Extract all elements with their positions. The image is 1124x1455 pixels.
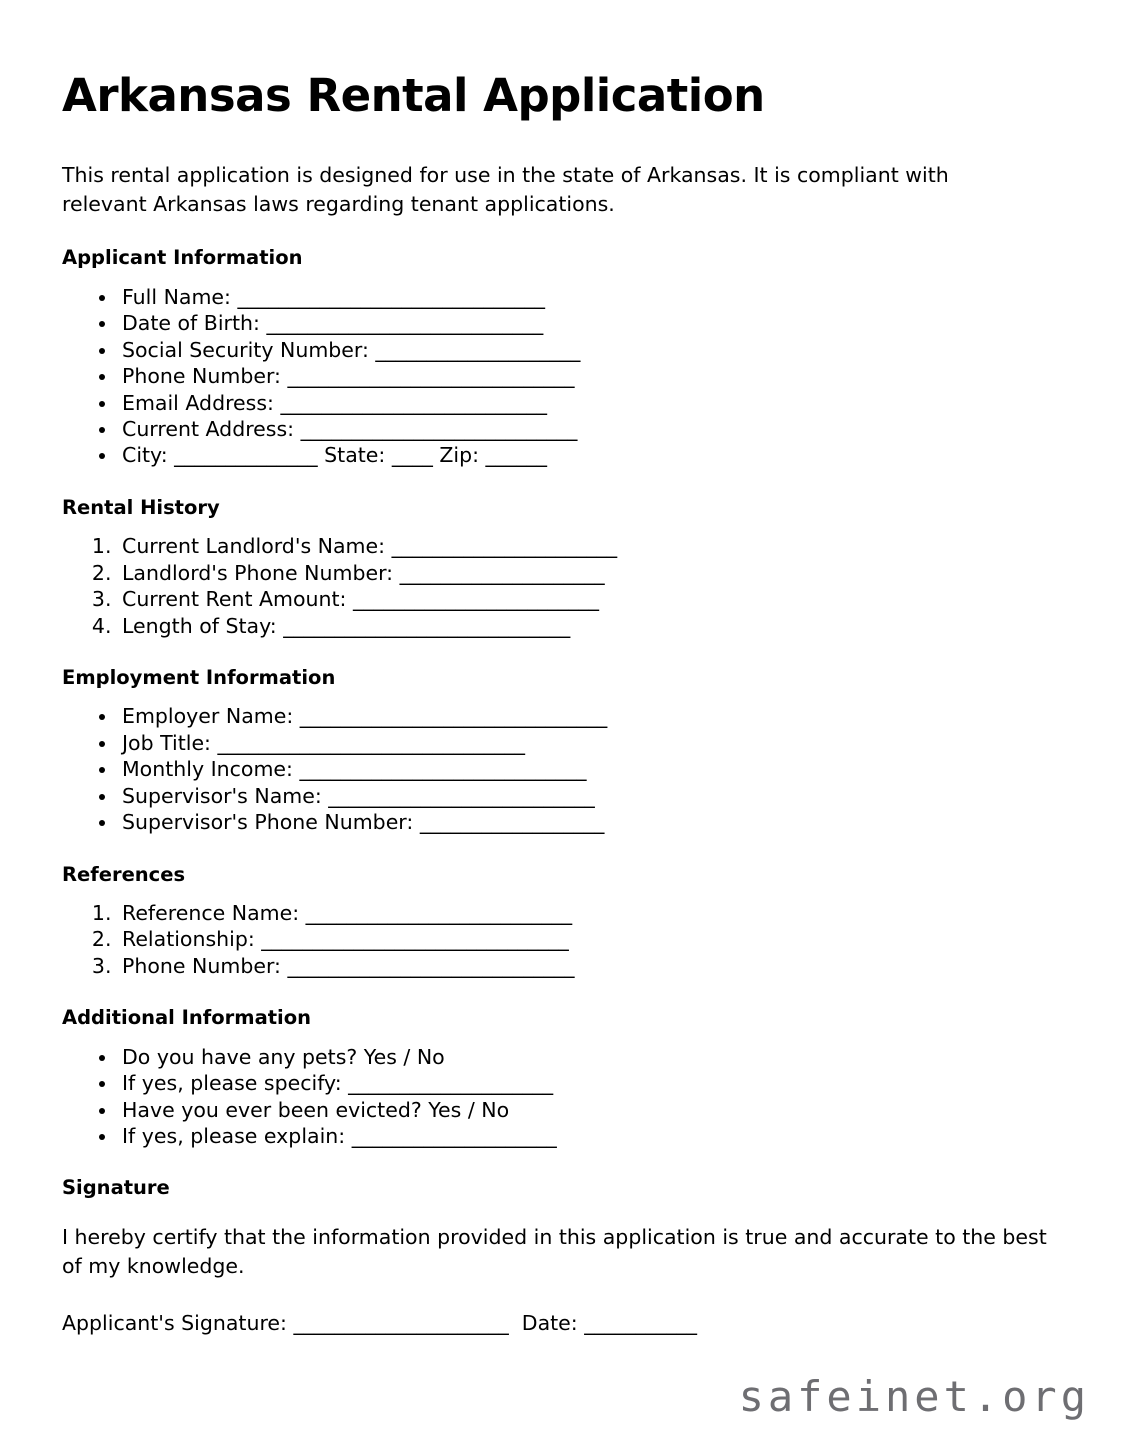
field-blank[interactable]: ______________________________ (210, 730, 525, 755)
signature-date-row (62, 1310, 1064, 1338)
field-blank[interactable]: ____________________________ (280, 953, 575, 978)
section-heading-rental-history: Rental History (62, 495, 220, 519)
field-blank[interactable]: ____________________ (341, 1071, 554, 1096)
list-item (118, 1123, 1064, 1149)
field-label: If yes, please explain: (122, 1124, 346, 1149)
certification-statement: I hereby certify that the information provided in this application is true and accurate to the best of my knowledge. (62, 1224, 1047, 1278)
list-item (118, 560, 1064, 586)
list-item (118, 363, 1064, 389)
signature-date-spacer (509, 1311, 522, 1335)
field-blank[interactable]: ________________________ (346, 587, 599, 612)
field-label: Monthly Income: (122, 757, 293, 782)
field-blank[interactable]: ____________________________ (280, 364, 575, 389)
field-label: Current Rent Amount: (122, 587, 347, 612)
field-blank[interactable]: ____________________ (368, 337, 581, 362)
list-item (118, 900, 1064, 926)
list-item (118, 1044, 1064, 1070)
field-blank[interactable]: ______________ State: ____ Zip: ______ (167, 443, 548, 468)
list-item (118, 1097, 1064, 1123)
applicant-signature-label: Applicant's Signature: (62, 1311, 287, 1336)
watermark: safeinet.org (738, 1372, 1090, 1421)
field-label: City: (122, 443, 168, 468)
field-blank[interactable]: ______________________ (385, 534, 618, 559)
field-blank[interactable]: ___________________________ (259, 311, 544, 336)
page-title: Arkansas Rental Application (62, 69, 765, 122)
applicant-signature-blank[interactable]: _____________________ (286, 1311, 509, 1336)
list-item (118, 416, 1064, 442)
list-item (118, 809, 1064, 835)
intro-paragraph: This rental application is designed for use in the state of Arkansas. It is compliant with relevant Arkansas laws regarding tenant applications. (62, 163, 949, 217)
field-label: Email Address: (122, 390, 274, 415)
date-label: Date: (521, 1311, 578, 1336)
field-blank[interactable]: __________________ (413, 810, 605, 835)
list-item (118, 756, 1064, 782)
field-blank[interactable]: ____________________ (345, 1124, 557, 1149)
field-label: Current Landlord's Name: (122, 534, 386, 559)
section-heading-references: References (62, 862, 186, 886)
field-blank[interactable]: ______________________________ (254, 927, 569, 952)
field-label: Relationship: (122, 927, 255, 952)
field-label: Supervisor's Phone Number: (122, 810, 414, 835)
field-label: Reference Name: (122, 901, 300, 926)
field-label: Job Title: (122, 730, 211, 755)
field-label: Phone Number: (122, 953, 281, 978)
list-item (118, 586, 1064, 612)
list-item (118, 926, 1064, 952)
list-item (118, 442, 1064, 468)
field-label: If yes, please specify: (122, 1071, 342, 1096)
date-blank[interactable]: ___________ (577, 1311, 697, 1336)
list-item (118, 284, 1064, 310)
field-blank[interactable]: ______________________________ (293, 704, 608, 729)
list-item (118, 730, 1064, 756)
additional-information-list (62, 1044, 1064, 1150)
field-label: Do you have any pets? Yes / No (122, 1044, 445, 1069)
list-item (118, 953, 1064, 979)
section-heading-employment-information: Employment Information (62, 666, 336, 690)
field-blank[interactable]: ____________________________ (276, 613, 571, 638)
field-blank[interactable]: ______________________________ (230, 284, 545, 309)
field-blank[interactable]: ____________________ (393, 560, 605, 585)
field-label: Length of Stay: (122, 613, 277, 638)
field-label: Supervisor's Name: (122, 783, 322, 808)
field-label: Full Name: (122, 284, 231, 309)
field-blank[interactable]: ____________________________ (292, 757, 587, 782)
list-item (118, 613, 1064, 639)
field-label: Have you ever been evicted? Yes / No (122, 1097, 510, 1122)
field-label: Current Address: (122, 417, 295, 442)
field-label: Phone Number: (122, 364, 281, 389)
references-list (62, 900, 1064, 979)
field-blank[interactable]: __________________________ (299, 901, 573, 926)
list-item (118, 310, 1064, 336)
list-item (118, 703, 1064, 729)
section-heading-signature: Signature (62, 1176, 170, 1200)
section-heading-applicant-information: Applicant Information (62, 246, 303, 270)
rental-history-list (62, 533, 1064, 639)
field-blank[interactable]: __________________________ (273, 390, 547, 415)
field-blank[interactable]: ___________________________ (294, 417, 578, 442)
list-item (118, 533, 1064, 559)
list-item (118, 1070, 1064, 1096)
field-label: Employer Name: (122, 704, 294, 729)
applicant-information-list (62, 284, 1064, 469)
field-label: Landlord's Phone Number: (122, 560, 394, 585)
field-label: Social Security Number: (122, 337, 369, 362)
list-item (118, 390, 1064, 416)
field-label: Date of Birth: (122, 311, 260, 336)
employment-information-list (62, 703, 1064, 835)
list-item (118, 337, 1064, 363)
section-heading-additional-information: Additional Information (62, 1006, 312, 1030)
field-blank[interactable]: __________________________ (321, 783, 595, 808)
list-item (118, 783, 1064, 809)
